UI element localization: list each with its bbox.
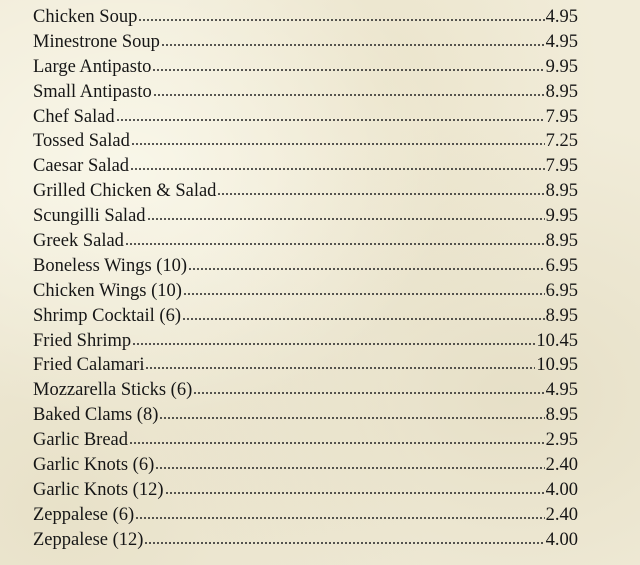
- menu-item-price: 6.95: [545, 255, 578, 276]
- dot-leader: [193, 391, 544, 395]
- dot-leader: [144, 541, 544, 545]
- menu-item-price: 4.95: [545, 380, 578, 401]
- dot-leader: [131, 142, 545, 146]
- menu-item: [33, 353, 578, 378]
- dot-leader: [217, 192, 544, 196]
- menu-item-name: Tossed Salad: [33, 131, 130, 152]
- menu-item-price: 10.45: [536, 330, 578, 351]
- menu-item-price: 2.40: [545, 455, 578, 476]
- menu-item-price: 4.95: [545, 7, 578, 27]
- menu-item: [33, 279, 578, 304]
- menu-item: [33, 428, 578, 453]
- dot-leader: [147, 217, 545, 221]
- menu-item: [33, 378, 578, 403]
- menu-item-name: Fried Calamari: [33, 355, 145, 376]
- menu-item: [33, 254, 578, 279]
- menu-item-price: 8.95: [545, 81, 578, 102]
- menu-item-name: Small Antipasto: [33, 81, 152, 102]
- menu-item-price: 7.25: [545, 131, 578, 152]
- menu-item-name: Chicken Soup: [33, 7, 138, 27]
- dot-leader: [155, 466, 544, 470]
- menu-item-price: 10.95: [536, 355, 578, 376]
- menu-item-price: 8.95: [545, 181, 578, 202]
- dot-leader: [161, 43, 545, 47]
- menu-item: [33, 329, 578, 354]
- menu-item-name: Scungilli Salad: [33, 206, 146, 227]
- menu-item-name: Fried Shrimp: [33, 330, 132, 351]
- menu-item: [33, 528, 578, 553]
- menu-item-name: Garlic Bread: [33, 430, 129, 451]
- menu-item: [33, 55, 578, 80]
- menu-item-name: Garlic Knots (12): [33, 479, 164, 500]
- menu-item-price: 2.40: [545, 504, 578, 525]
- menu-item: [33, 30, 578, 55]
- menu-item: [33, 403, 578, 428]
- menu-item-price: 4.95: [545, 31, 578, 52]
- menu-item: [33, 154, 578, 179]
- menu-item-name: Mozzarella Sticks (6): [33, 380, 193, 401]
- menu-item-name: Chicken Wings (10): [33, 280, 182, 301]
- dot-leader: [145, 366, 535, 370]
- dot-leader: [165, 491, 545, 495]
- dot-leader: [132, 342, 535, 346]
- menu-item-name: Chef Salad: [33, 106, 115, 127]
- menu-item: [33, 503, 578, 528]
- menu-item: [33, 105, 578, 130]
- menu-item-price: 9.95: [545, 206, 578, 227]
- menu-item-price: 8.95: [545, 405, 578, 426]
- dot-leader: [125, 242, 545, 246]
- menu-item-price: 9.95: [545, 56, 578, 77]
- menu-item-price: 7.95: [545, 156, 578, 177]
- dot-leader: [130, 167, 545, 171]
- menu-item-name: Grilled Chicken & Salad: [33, 181, 217, 202]
- menu-item-price: 7.95: [545, 106, 578, 127]
- menu-item-name: Garlic Knots (6): [33, 455, 155, 476]
- dot-leader: [116, 118, 545, 122]
- dot-leader: [129, 441, 545, 445]
- dot-leader: [183, 292, 545, 296]
- menu-item: [33, 453, 578, 478]
- dot-leader: [152, 68, 544, 72]
- dot-leader: [138, 18, 544, 22]
- menu-item-name: Zeppalese (12): [33, 529, 144, 550]
- menu-item-price: 8.95: [545, 231, 578, 252]
- dot-leader: [188, 267, 545, 271]
- menu-item: [33, 204, 578, 229]
- menu-item-name: Minestrone Soup: [33, 31, 160, 52]
- menu-item-price: 4.00: [545, 479, 578, 500]
- menu-item-name: Large Antipasto: [33, 56, 152, 77]
- menu-item-price: 2.95: [545, 430, 578, 451]
- menu-item-name: Boneless Wings (10): [33, 255, 188, 276]
- menu-item-price: 8.95: [545, 305, 578, 326]
- menu-item-name: Caesar Salad: [33, 156, 130, 177]
- menu-item-name: Zeppalese (6): [33, 504, 135, 525]
- menu-item: [33, 478, 578, 503]
- menu-item-price: 4.00: [545, 529, 578, 550]
- menu-item: [33, 80, 578, 105]
- menu-item: [33, 129, 578, 154]
- menu-item-name: Greek Salad: [33, 231, 124, 252]
- menu-item: [33, 179, 578, 204]
- dot-leader: [153, 93, 545, 97]
- menu-list: [33, 5, 578, 553]
- dot-leader: [159, 416, 544, 420]
- menu-item: [33, 229, 578, 254]
- menu-item: [33, 304, 578, 329]
- menu-item-name: Baked Clams (8): [33, 405, 159, 426]
- dot-leader: [182, 317, 545, 321]
- menu-item: [33, 5, 578, 30]
- menu-item-name: Shrimp Cocktail (6): [33, 305, 181, 326]
- menu-item-price: 6.95: [545, 280, 578, 301]
- dot-leader: [135, 516, 544, 520]
